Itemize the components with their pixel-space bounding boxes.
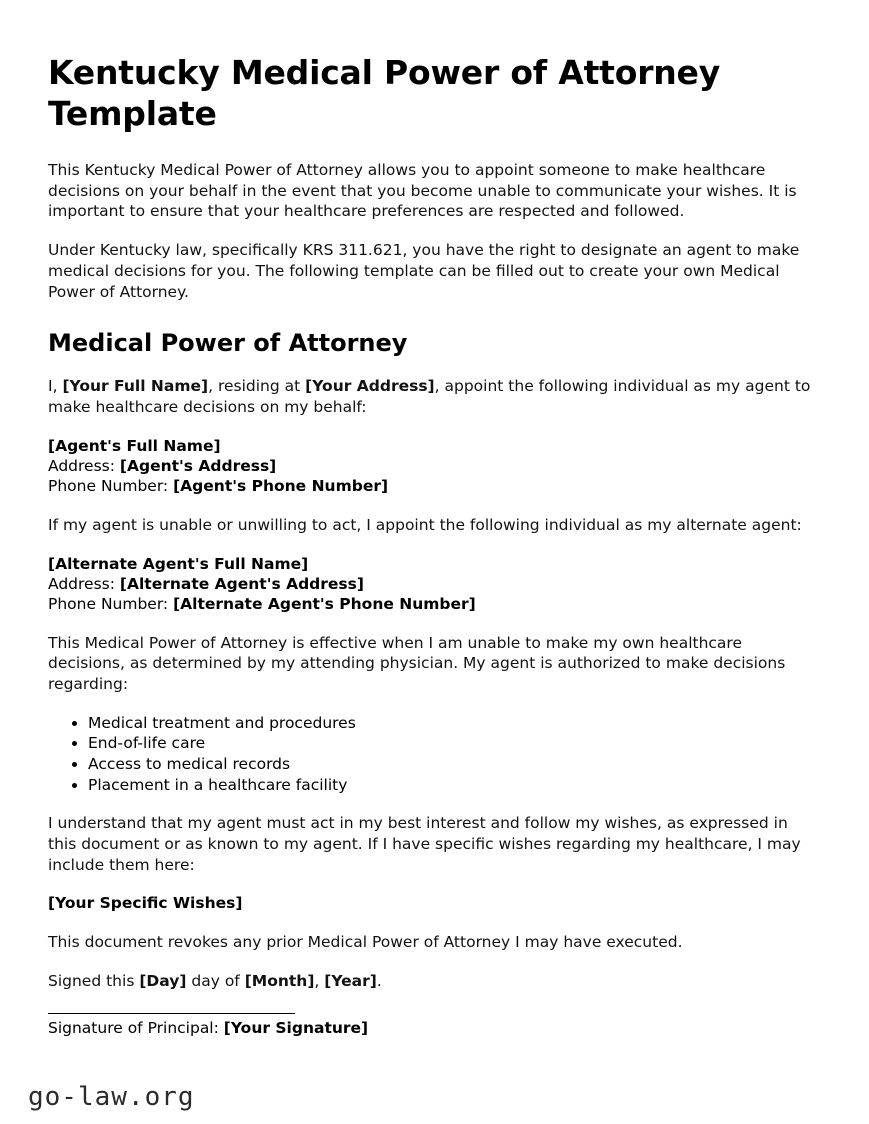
agent-address-placeholder: [Agent's Address] bbox=[119, 457, 277, 476]
year-placeholder: [Year] bbox=[324, 971, 377, 990]
appointment-prefix: I, bbox=[48, 377, 63, 396]
alternate-agent-name-placeholder: [Alternate Agent's Full Name] bbox=[48, 554, 309, 573]
specific-wishes-placeholder: [Your Specific Wishes] bbox=[48, 894, 243, 913]
signature-label: Signature of Principal: bbox=[48, 1019, 224, 1038]
appointment-paragraph bbox=[48, 376, 815, 417]
signed-prefix: Signed this bbox=[48, 971, 140, 990]
signed-date-line bbox=[48, 971, 815, 992]
month-placeholder: [Month] bbox=[244, 971, 315, 990]
signature-line bbox=[48, 1018, 815, 1039]
understanding-paragraph: I understand that my agent must act in my best interest and follow my wishes, as expressed in this document or as known to my agent. If I have specific wishes regarding my healthcare, I may include them here: bbox=[48, 814, 801, 874]
agent-phone-placeholder: [Agent's Phone Number] bbox=[173, 477, 389, 496]
intro-paragraph-1: This Kentucky Medical Power of Attorney allows you to appoint someone to make healthcare decisions on your behalf in the event that you become unable to communicate your wishes. It is important to ensure that your healthcare preferences are respected and followed. bbox=[48, 161, 797, 221]
effectiveness-paragraph: This Medical Power of Attorney is effective when I am unable to make my own healthcare decisions, as determined by my attending physician. My agent is authorized to make decisions regarding: bbox=[48, 633, 786, 694]
alternate-agent-details bbox=[48, 554, 815, 615]
your-address-placeholder: [Your Address] bbox=[305, 377, 435, 396]
your-full-name-placeholder: [Your Full Name] bbox=[62, 377, 209, 396]
list-item: • Placement in a healthcare facility bbox=[88, 775, 815, 796]
alternate-agent-phone-label: Phone Number: bbox=[48, 595, 174, 614]
revocation-paragraph: This document revokes any prior Medical Power of Attorney I may have executed. bbox=[48, 932, 683, 951]
alternate-agent-address-label: Address: bbox=[48, 574, 120, 593]
signed-middle: day of bbox=[186, 971, 245, 990]
alternate-agent-phone-line bbox=[48, 594, 815, 614]
section-heading: Medical Power of Attorney bbox=[48, 329, 408, 358]
appointment-suffix: , appoint the following individual as my agent to make healthcare decisions on my behalf: bbox=[48, 377, 811, 416]
alternate-agent-address-line bbox=[48, 574, 815, 594]
authorized-decisions-list bbox=[48, 713, 815, 795]
alternate-agent-phone-placeholder: [Alternate Agent's Phone Number] bbox=[173, 595, 476, 614]
signed-suffix: . bbox=[376, 971, 382, 990]
your-signature-placeholder: [Your Signature] bbox=[223, 1019, 369, 1038]
list-item: • Access to medical records bbox=[88, 754, 815, 775]
agent-phone-line bbox=[48, 476, 815, 496]
agent-details bbox=[48, 436, 815, 497]
agent-address-label: Address: bbox=[48, 457, 120, 476]
signature-rule bbox=[48, 1013, 295, 1014]
alternate-agent-address-placeholder: [Alternate Agent's Address] bbox=[119, 574, 364, 593]
list-item: • End-of-life care bbox=[88, 733, 815, 754]
appointment-middle: , residing at bbox=[208, 377, 306, 396]
signed-separator: , bbox=[314, 971, 325, 990]
intro-paragraph-2: Under Kentucky law, specifically KRS 311.621, you have the right to designate an agent to make medical decisions for you. The following template can be filled out to create your own Medical Power of Attorney. bbox=[48, 241, 800, 301]
list-item: • Medical treatment and procedures bbox=[88, 713, 815, 734]
agent-phone-label: Phone Number: bbox=[48, 477, 174, 496]
agent-name-placeholder: [Agent's Full Name] bbox=[48, 436, 221, 455]
alternate-intro-paragraph: If my agent is unable or unwilling to act, I appoint the following individual as my alternate agent: bbox=[48, 515, 802, 534]
agent-address-line bbox=[48, 456, 815, 476]
day-placeholder: [Day] bbox=[139, 971, 187, 990]
page-title: Kentucky Medical Power of Attorney Template bbox=[48, 53, 721, 133]
signature-block bbox=[48, 1013, 815, 1039]
site-watermark: go-law.org bbox=[28, 1082, 195, 1112]
